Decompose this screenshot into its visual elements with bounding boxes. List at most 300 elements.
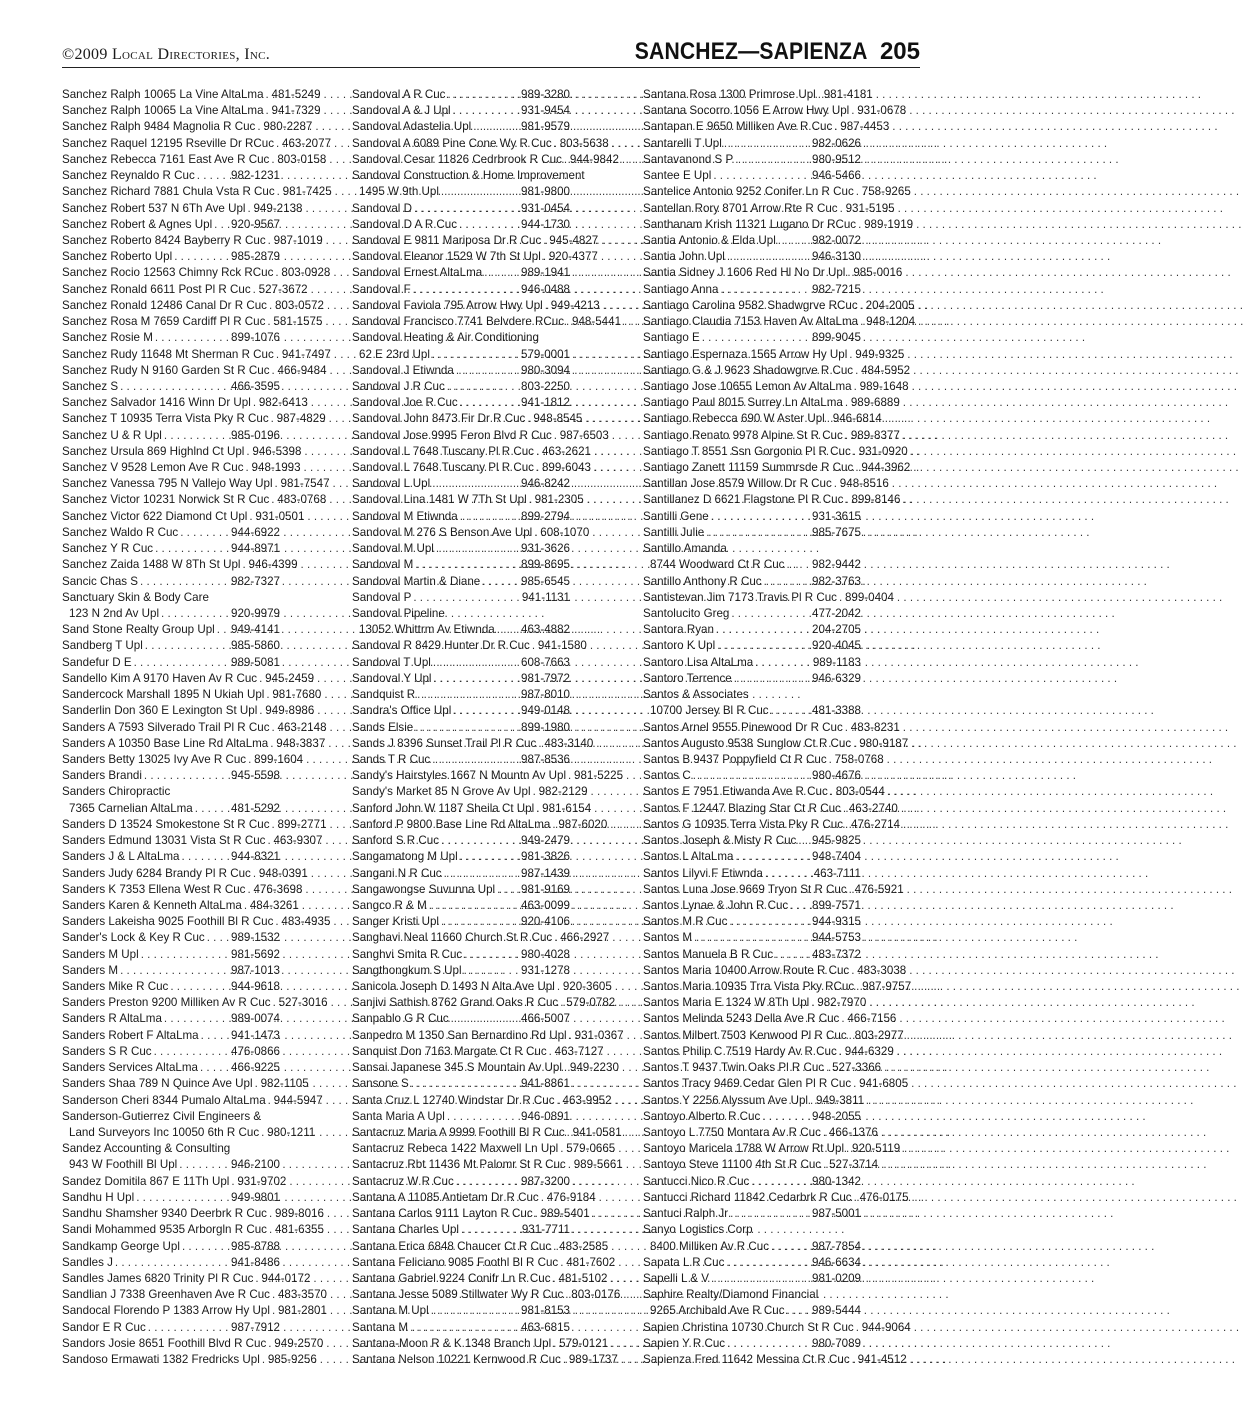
- listing-name: Sanchez Waldo R Cuc: [62, 525, 179, 539]
- listing-entry: [643, 638, 861, 654]
- listing-entry: [62, 1271, 311, 1287]
- dot-leader: [201, 1028, 229, 1044]
- listing-phone: 989-1919: [864, 217, 914, 231]
- dot-leader: [266, 687, 270, 703]
- listing-phone: 941-7497: [281, 347, 331, 361]
- listing-entry: [643, 1336, 861, 1352]
- listing-name: Sanchez Ralph 10065 La Vine AltaLma: [62, 88, 264, 101]
- dot-leader: [818, 87, 822, 103]
- listing-phone: 899-1980: [521, 720, 570, 734]
- listing-phone: 982-1105: [260, 1077, 309, 1091]
- listing-name: Santos M R Cuc: [643, 915, 728, 929]
- listing-phone: 946-8242: [521, 477, 570, 491]
- listing-name: Sanchez Rocio 12563 Chimny Rck RCuc: [62, 266, 274, 280]
- dot-leader: [497, 622, 519, 638]
- listing-entry: [352, 898, 570, 914]
- listing-name: Sanders Services AltaLma: [62, 1061, 198, 1075]
- dot-leader: [414, 201, 519, 217]
- dot-leader: [851, 103, 855, 119]
- dot-leader: [179, 1157, 229, 1173]
- listing-phone: 945-4827: [549, 233, 599, 247]
- listing-entry: [62, 379, 280, 395]
- listing-entry: [62, 152, 327, 168]
- listing-name: Sansai Japanese 345 S Mountain Av Upl: [352, 1061, 562, 1075]
- listing-entry: [62, 801, 280, 817]
- dot-leader: [829, 752, 833, 768]
- listing-phone: 483-2585: [559, 1239, 609, 1253]
- listing-name: Sangawongse Suvunna Upl: [352, 882, 496, 896]
- listing-phone: 987-4453: [840, 120, 890, 134]
- listing-name: Santana Jesse 5089 Stillwater Wy R Cuc: [352, 1288, 564, 1302]
- listing-name: Sanders R AltaLma: [62, 1012, 162, 1026]
- listing-phone: 920-5119: [852, 1142, 901, 1156]
- listing-name: Santelice Antonio 9252 Conifer Ln R Cuc: [643, 185, 854, 199]
- listing-name: Sandi Mohammed 9535 Arborgln R Cuc: [62, 1223, 267, 1237]
- listing-name: Sanchez V 9528 Lemon Ave R Cuc: [62, 461, 244, 475]
- dot-leader: [860, 298, 864, 314]
- dot-leader: [841, 1011, 845, 1027]
- directory-listings: [62, 87, 920, 1372]
- listing-name: Sanchez Ronald 6611 Post Pl R Cuc: [62, 282, 251, 296]
- listing-phone: 949-9801: [231, 1190, 280, 1204]
- listing-phone: 982-7327: [231, 574, 280, 588]
- listing-entry: [352, 849, 570, 865]
- listing-phone: 944-8971: [231, 542, 280, 556]
- listing-name: Sanders S R Cuc: [62, 1044, 152, 1058]
- dot-leader: [269, 1222, 273, 1238]
- dot-leader: [839, 1044, 843, 1060]
- listing-entry: [643, 201, 895, 217]
- listing-phone: 982-7970: [817, 996, 867, 1010]
- listing-name: Santiago Jose 10655 Lemon Av AltaLma: [643, 379, 852, 393]
- listing-phone: 476-9184: [546, 1190, 596, 1204]
- dot-leader: [563, 1352, 567, 1368]
- dot-leader: [266, 103, 270, 119]
- listing-phone: 463-7127: [554, 1044, 604, 1058]
- listing-phone: 931-3615: [812, 509, 861, 523]
- dot-leader: [694, 930, 810, 946]
- listing-phone: 481-7602: [566, 1255, 616, 1269]
- listing-phone: 989-1532: [231, 931, 280, 945]
- listing-name: Santilli Julie: [643, 525, 705, 539]
- listing-name: 62 E 23rd Upl: [359, 347, 430, 361]
- listing-phone: 980-3094: [521, 363, 570, 377]
- listing-entry: [643, 752, 884, 768]
- dot-leader: [460, 395, 519, 411]
- listing-entry: [352, 557, 570, 573]
- listing-entry: [62, 492, 327, 508]
- listing-phone: 985-8788: [231, 1239, 280, 1253]
- listing-phone: 941-6805: [859, 1077, 909, 1091]
- listing-name: Sanicola Joseph D 1493 N Alta Ave Upl: [352, 980, 555, 994]
- dot-leader: [410, 1320, 519, 1336]
- dot-leader: [444, 866, 519, 882]
- listing-phone: 931-7711: [521, 1223, 570, 1237]
- listing-entry: [643, 87, 873, 103]
- listing-entry: [352, 1125, 622, 1141]
- listing-entry: [352, 347, 570, 363]
- listing-phone: 944-6922: [231, 525, 280, 539]
- listing-entry: [352, 1255, 616, 1271]
- listing-entry: [352, 103, 570, 119]
- listing-entry: [352, 1141, 616, 1157]
- listing-entry: [643, 1011, 897, 1027]
- listing-name: Sandor E R Cuc: [62, 1320, 146, 1334]
- listing-entry: [643, 330, 861, 346]
- listing-name: Sandoval D: [352, 201, 412, 215]
- page-header: [62, 30, 920, 66]
- listing-phone: 946-0488: [521, 282, 570, 296]
- listing-name: Santos T 9437 Twin Oaks Pl R Cuc: [643, 1061, 825, 1075]
- dot-leader: [214, 217, 229, 233]
- dot-leader: [560, 995, 564, 1011]
- listing-name: Santana-Moon R & K 1348 Branch Upl: [352, 1336, 552, 1350]
- listing-phone: 985-5860: [231, 639, 280, 653]
- listing-name: Santana Gabriel 9224 Conifr Ln R Cuc: [352, 1271, 551, 1285]
- listing-entry: [352, 687, 570, 703]
- listing-name: Sapienza Fred 11642 Messina Ct R Cuc: [643, 1353, 850, 1367]
- listing-phone: 920-9979: [231, 607, 280, 620]
- listing-entry: [643, 233, 861, 249]
- listing-phone: 463-2740: [848, 801, 898, 815]
- listing-phone: 899-2794: [521, 509, 570, 523]
- listing-entry: [62, 347, 331, 363]
- listing-entry: [643, 1141, 901, 1157]
- listing-name: Sandello Kim A 9170 Haven Av R Cuc: [62, 671, 258, 685]
- directory-range-heading: SANCHEZ—SAPIENZA: [635, 38, 868, 65]
- listing-entry: [643, 703, 861, 719]
- listing-name: Sangco R & M: [352, 898, 427, 912]
- listing-phone: 608-7663: [521, 655, 570, 669]
- listing-phone: 949-2479: [521, 834, 570, 848]
- listing-entry: [352, 1287, 621, 1303]
- listing-name: Sanchez Richard 7881 Chula Vsta R Cuc: [62, 185, 275, 199]
- listing-name: Santa Cruz L 12740 Windstar Dr R Cuc: [352, 1093, 555, 1107]
- listing-phone: 981-4181: [823, 88, 873, 101]
- listing-phone: 466-5007: [521, 1012, 570, 1026]
- listing-name: Santia John Upl: [643, 250, 725, 264]
- listing-phone: 987-7912: [231, 1320, 280, 1334]
- listing-name: Santos Tracy 9469 Cedar Glen Pl R Cuc: [643, 1077, 852, 1091]
- dot-leader: [277, 184, 281, 200]
- listing-name: Sandoso Ermawati 1382 Fredricks Upl: [62, 1353, 260, 1367]
- listing-entry: [352, 638, 587, 654]
- listing-name: Sandoval Cesar 11826 Cedrbrook R Cuc: [352, 152, 562, 166]
- listing-phone: 944-9618: [231, 980, 280, 994]
- listing-entry: [62, 249, 280, 265]
- dot-leader: [253, 282, 257, 298]
- dot-leader: [569, 1028, 573, 1044]
- listing-entry: [643, 103, 907, 119]
- listing-name: Sands J 8396 Sunset Trail Pl R Cuc: [352, 736, 537, 750]
- listing-name: Santos Augusto 9538 Sunglow Ct R Cuc: [643, 736, 852, 750]
- listing-phone: 941-0581: [572, 1126, 622, 1139]
- listing-heading: Sandoval Construction & Home Improvement: [352, 169, 585, 183]
- listing-phone: 899-1076: [231, 331, 280, 345]
- dot-leader: [565, 1287, 569, 1303]
- listing-phone: 945-5598: [231, 769, 280, 783]
- dot-leader: [853, 736, 857, 752]
- listing-name: Santana A 11085 Antietam Dr R Cuc: [352, 1190, 539, 1204]
- dot-leader: [798, 833, 810, 849]
- listing-entry: [62, 136, 332, 152]
- dot-leader: [271, 152, 275, 168]
- listing-name: Sanders Betty 13025 Ivy Ave R Cuc: [62, 752, 247, 766]
- listing-entry: [62, 1303, 327, 1319]
- dot-leader: [253, 866, 257, 882]
- dot-leader: [711, 1271, 810, 1287]
- listing-name: Sandra's Office Upl: [352, 704, 452, 718]
- dot-leader: [823, 1157, 827, 1173]
- listing-phone: 477-2042: [812, 607, 861, 620]
- listing-entry: [62, 1222, 324, 1238]
- listing-entry: [62, 979, 280, 995]
- listing-phone: 989-6889: [850, 396, 900, 410]
- dot-leader: [706, 525, 810, 541]
- dot-leader: [451, 1011, 519, 1027]
- dot-leader: [845, 395, 849, 411]
- listing-phone: 466-9484: [277, 363, 327, 377]
- listing-entry: [352, 1336, 609, 1352]
- dot-leader: [259, 703, 263, 719]
- dot-leader: [849, 347, 853, 363]
- listing-entry: [352, 930, 610, 946]
- listing-phone: 899-2771: [277, 817, 327, 831]
- listing-name: 13052 Whittrm Av Etiwnda: [359, 623, 495, 637]
- listing-entry: [352, 265, 570, 281]
- dot-leader: [243, 557, 247, 573]
- listing-name: Sanchez Victor 622 Diamond Ct Upl: [62, 509, 248, 523]
- dot-leader: [566, 314, 570, 330]
- dot-leader: [200, 1060, 229, 1076]
- listing-entry: [352, 395, 570, 411]
- dot-leader: [195, 801, 229, 817]
- listing-phone: 987-8536: [521, 752, 570, 766]
- dot-leader: [432, 752, 519, 768]
- listing-phone: 941-4512: [857, 1353, 907, 1367]
- listing-name: 1495 W 9th Upl: [359, 185, 439, 199]
- dot-leader: [834, 476, 838, 492]
- listing-entry: [62, 1206, 324, 1222]
- listing-name: Sanders K 7353 Ellena West R Cuc: [62, 882, 246, 896]
- dot-leader: [765, 866, 812, 882]
- listing-entry: [62, 930, 280, 946]
- listing-name: Santana Erica 6848 Chaucer Ct R Cuc: [352, 1239, 552, 1253]
- listing-entry: [62, 1287, 327, 1303]
- listing-name: Sanders Judy 6284 Brandy Pl R Cuc: [62, 866, 251, 880]
- listing-entry: [352, 314, 622, 330]
- listing-name: Sanchez Reynaldo R Cuc: [62, 169, 195, 183]
- dot-leader: [217, 622, 229, 638]
- dot-leader: [536, 460, 540, 476]
- listing-phone: 982-3763: [812, 574, 861, 588]
- listing-phone: 944-8321: [231, 850, 280, 864]
- listing-phone: 945-9825: [812, 834, 861, 848]
- listing-entry: [62, 914, 331, 930]
- listing-entry: [62, 476, 330, 492]
- dot-leader: [762, 1109, 810, 1125]
- listing-entry: [352, 671, 570, 687]
- dot-leader: [720, 282, 810, 298]
- dot-leader: [826, 1060, 830, 1076]
- listing-entry: [62, 201, 303, 217]
- dot-leader: [552, 817, 556, 833]
- listing-entry: [352, 1109, 570, 1125]
- listing-entry: [62, 1320, 280, 1336]
- listing-entry: [643, 1303, 861, 1319]
- listing-phone: 579-0665: [566, 1142, 616, 1156]
- dot-leader: [207, 930, 229, 946]
- dot-leader: [727, 249, 810, 265]
- dot-leader: [545, 298, 549, 314]
- listing-name: 943 W Foothill Bl Upl: [69, 1158, 178, 1172]
- listing-name: Santiago Anna: [643, 282, 719, 296]
- dot-leader: [713, 168, 810, 184]
- listing-phone: 484-3261: [249, 898, 299, 912]
- listing-name: Sandoval A 6089 Pine Cone Wy R Cuc: [352, 136, 552, 150]
- dot-leader: [413, 590, 520, 606]
- dot-leader: [155, 330, 229, 346]
- dot-leader: [854, 379, 858, 395]
- dot-leader: [735, 849, 810, 865]
- listing-entry: [62, 444, 302, 460]
- dot-leader: [839, 590, 843, 606]
- listing-entry: [352, 1239, 609, 1255]
- dot-leader: [771, 1239, 810, 1255]
- listing-heading: Sanctuary Skin & Body Care: [62, 590, 209, 604]
- listing-entry: [62, 817, 327, 833]
- listing-phone: 981-7425: [282, 185, 332, 199]
- listing-phone: 481-3388: [812, 704, 861, 718]
- listing-entry: [643, 379, 909, 395]
- listing-entry: [643, 363, 911, 379]
- listing-name: Sandy's Hairstyles 1667 N Mountn Av Upl: [352, 769, 567, 783]
- dot-leader: [845, 720, 849, 736]
- listing-entry: [352, 947, 570, 963]
- listing-entry: [643, 249, 861, 265]
- listing-phone: 981-9579: [521, 120, 570, 134]
- listing-phone: 980-2287: [263, 120, 313, 134]
- listing-entry: [62, 574, 280, 590]
- listing-entry: [62, 606, 280, 622]
- listing-name: Santucci Nico R Cuc: [643, 1174, 750, 1188]
- listing-phone: 581-1575: [273, 315, 323, 329]
- listing-name: Sanders M: [62, 963, 119, 977]
- listing-name: Sanders Preston 9200 Milliken Av R Cuc: [62, 996, 271, 1010]
- listing-entry: [352, 590, 570, 606]
- listing-entry: [643, 866, 861, 882]
- listing-entry: [352, 1044, 604, 1060]
- dot-leader: [145, 638, 229, 654]
- listing-entry: [62, 882, 303, 898]
- listing-phone: 899-7571: [812, 898, 861, 912]
- listing-phone: 931-0678: [857, 104, 907, 118]
- listing-name: Santana M Upl: [352, 1304, 429, 1318]
- listing-entry: [62, 411, 326, 427]
- listing-phone: 980-9512: [812, 152, 861, 166]
- listing-phone: 466-7156: [847, 1012, 897, 1026]
- dot-leader: [810, 1093, 814, 1109]
- listing-name: Sanchez Rosa M 7659 Cardiff Pl R Cuc: [62, 315, 266, 329]
- listing-name: Sanchez Salvador 1416 Winn Dr Upl: [62, 396, 251, 410]
- listing-phone: 981-7547: [280, 477, 330, 491]
- listing-entry: [643, 184, 911, 200]
- listing-phone: 608-1070: [540, 525, 590, 539]
- listing-phone: 483-4935: [281, 915, 331, 929]
- listing-entry: [62, 1352, 317, 1368]
- listing-phone: 758-9265: [861, 185, 911, 199]
- listing-phone: 946-6814: [832, 412, 882, 426]
- listing-entry: [62, 1125, 316, 1141]
- listing-phone: 946-5398: [252, 444, 302, 458]
- listing-name: Sanchez S: [62, 379, 119, 393]
- listing-phone: 944-0172: [261, 1271, 311, 1285]
- dot-leader: [811, 995, 815, 1011]
- listing-phone: 803-2250: [521, 379, 570, 393]
- listing-phone: 463-6815: [521, 1320, 570, 1334]
- listing-entry: [643, 622, 861, 638]
- dot-leader: [853, 1076, 857, 1092]
- listing-heading: Sandoval Pipeline: [352, 607, 445, 620]
- listing-name: Santiago Paul 8015 Surrey Ln AltaLma: [643, 396, 843, 410]
- listing-entry: [643, 671, 861, 687]
- listing-phone: 945-2459: [265, 671, 315, 685]
- listing-entry: [352, 428, 609, 444]
- listing-name: Sanchez Zaida 1488 W 8Th St Upl: [62, 558, 241, 572]
- listing-entry: [62, 119, 313, 135]
- dot-leader: [273, 995, 277, 1011]
- listing-name: Santos Y 2256 Alyssum Ave Upl: [643, 1093, 808, 1107]
- listing-name: Sanquist Don 7163 Margate Ct R Cuc: [352, 1044, 547, 1058]
- listing-entry: [352, 1060, 619, 1076]
- listing-phone: 948-8545: [533, 412, 583, 426]
- dot-leader: [244, 898, 248, 914]
- listing-name: Sanford John W 1187 Sheila Ct Upl: [352, 801, 535, 815]
- dot-leader: [557, 1093, 561, 1109]
- listing-phone: 944-3962: [861, 461, 911, 475]
- listing-entry: [62, 509, 305, 525]
- listing-entry: [643, 736, 909, 752]
- listing-entry: [352, 298, 600, 314]
- listing-phone: 483-3570: [277, 1288, 327, 1302]
- listing-name: Santee E Upl: [643, 169, 712, 183]
- listing-name: Sapata L R Cuc: [643, 1255, 725, 1269]
- listing-entry: [62, 655, 280, 671]
- dot-leader: [846, 1141, 850, 1157]
- listing-entry: [643, 217, 914, 233]
- listing-entry: [643, 898, 861, 914]
- listing-entry: [352, 655, 570, 671]
- dot-leader: [553, 1271, 557, 1287]
- dot-leader: [275, 914, 279, 930]
- listing-name: Sandefur D E: [62, 655, 132, 669]
- dot-leader: [275, 476, 279, 492]
- dot-leader: [170, 979, 229, 995]
- dot-leader: [436, 541, 519, 557]
- listing-entry: [643, 411, 882, 427]
- listing-name: Santos Maria 10935 Trra Vista Pky RCuc: [643, 980, 855, 994]
- listing-name: Santiago Renato 9978 Alpine St R Cuc: [643, 428, 843, 442]
- listing-entry: [352, 379, 570, 395]
- listing-name: Santoro K Upl: [643, 639, 716, 653]
- listing-name: Sanford P 9800 Base Line Rd AltaLma: [352, 817, 551, 831]
- listing-phone: 980-9187: [859, 736, 909, 750]
- listing-heading: Saphire Realty/Diamond Financial: [643, 1288, 819, 1302]
- listing-phone: 931-3626: [521, 542, 570, 556]
- listing-entry: [62, 849, 280, 865]
- dot-leader: [140, 574, 229, 590]
- listing-phone: 803-0544: [835, 785, 885, 799]
